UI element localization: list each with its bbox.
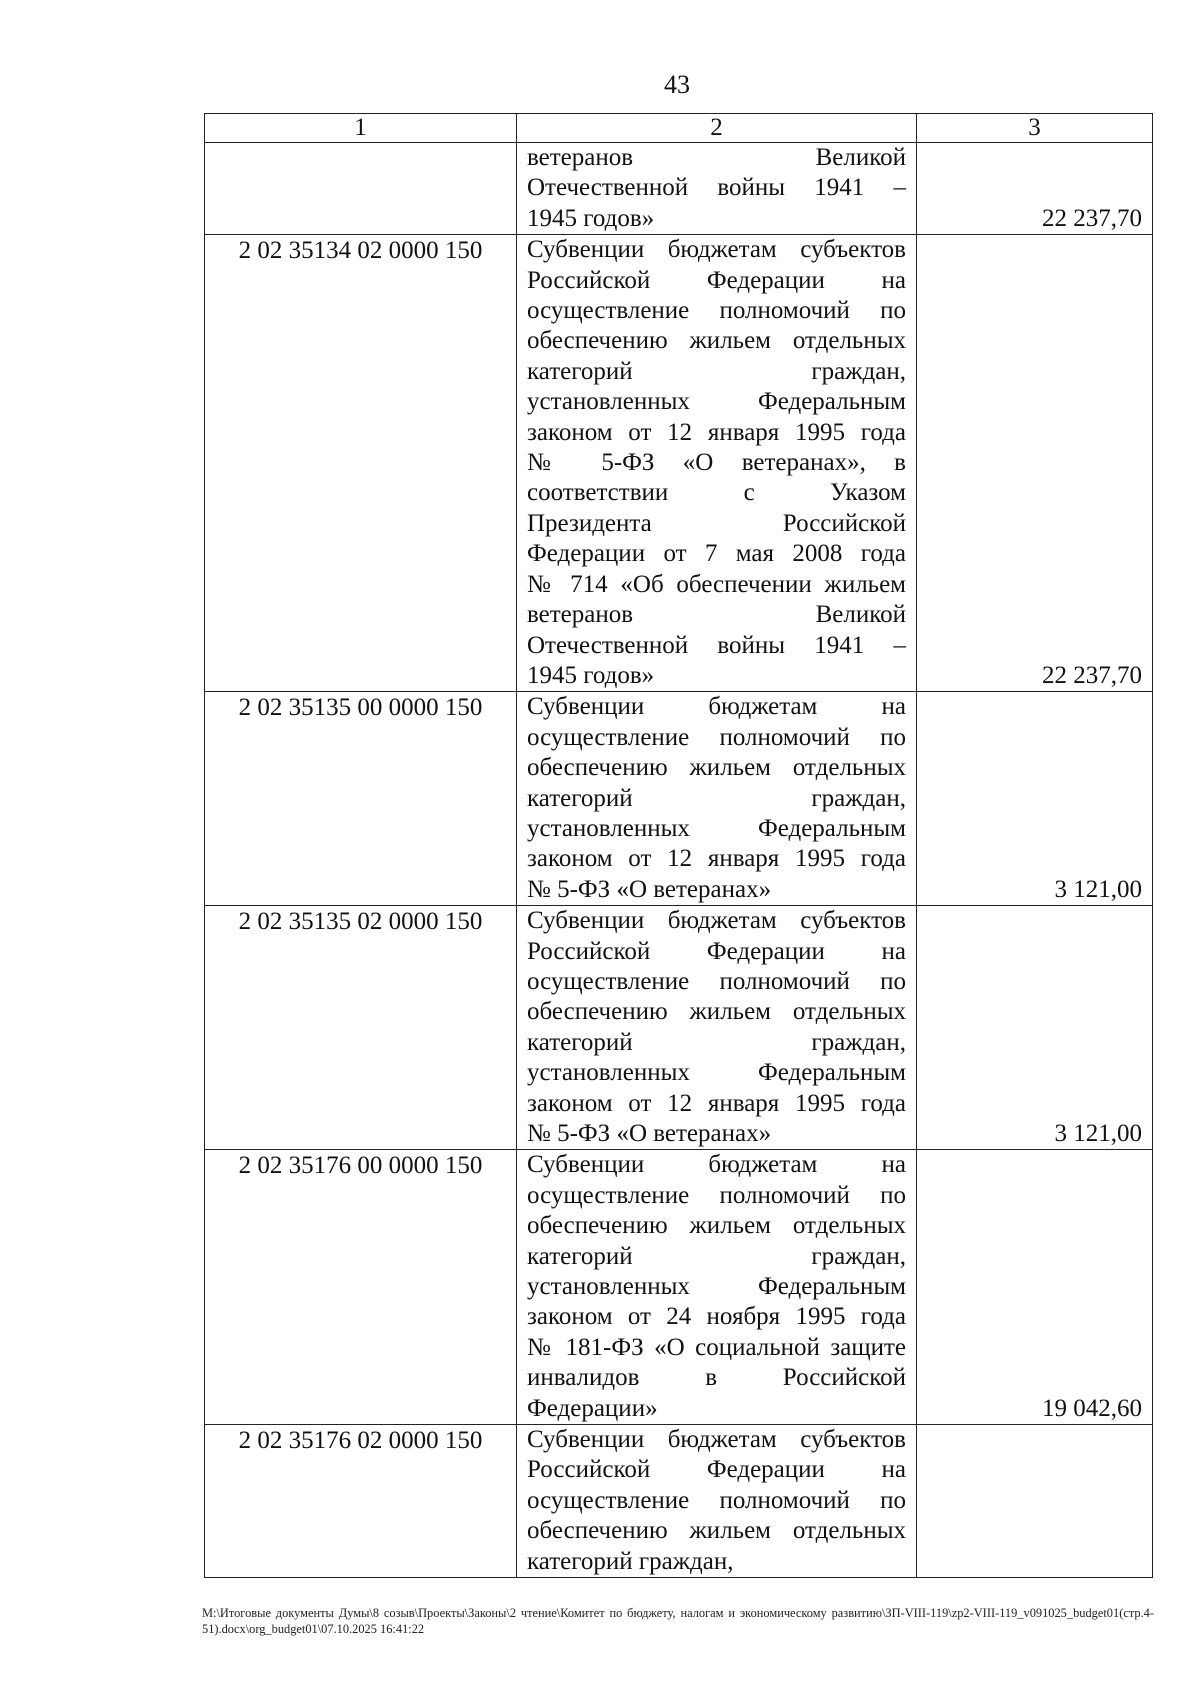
row-code-cell <box>205 143 517 235</box>
row-amount-cell <box>917 143 1153 235</box>
table-body <box>205 143 1153 1578</box>
row-code-cell <box>205 1425 517 1578</box>
row-amount-cell <box>917 235 1153 692</box>
description-line: установленных Федеральным <box>527 1273 906 1301</box>
description-line: осуществление полномочий по <box>527 1181 906 1209</box>
description-line: ветеранов Великой <box>527 601 906 629</box>
description-line: Российской Федерации на <box>527 266 906 294</box>
column-header-description: 2 <box>517 114 917 143</box>
description-line: установленных Федеральным <box>527 388 906 416</box>
footer-file-path: М:\Итоговые документы Думы\8 созыв\Проекты\Законы\2 чтение\Комитет по бюджету, налогам и экономическому развитию\ЗП-VIII-119\zp2-VIII-119_v091025_budget01(стр.4-51).docx\org_budget01\07.10.2025 16:41:22 <box>202 1606 1154 1636</box>
description-line: Субвенции бюджетам субъектов <box>527 1426 906 1454</box>
description-line: инвалидов в Российской <box>527 1364 906 1392</box>
description-line: осуществление полномочий по <box>527 967 906 995</box>
description-line: Российской Федерации на <box>527 937 906 965</box>
description-line: законом от 12 января 1995 года <box>527 418 906 446</box>
description-line: обеспечению жильем отдельных <box>527 327 906 355</box>
row-amount-cell <box>917 906 1153 1150</box>
row-description-cell <box>517 235 917 692</box>
budget-classification-code: 2 02 35134 02 0000 150 <box>238 237 483 265</box>
budget-classification-code: 2 02 35135 02 0000 150 <box>238 908 483 936</box>
description-line: № 5-ФЗ «О ветеранах» <box>527 1120 772 1147</box>
table-row <box>205 906 1153 1150</box>
row-code-cell <box>205 1150 517 1425</box>
description-line: категорий граждан, <box>527 1547 734 1575</box>
description-line: законом от 12 января 1995 года <box>527 845 906 873</box>
description-line: законом от 12 января 1995 года <box>527 1089 906 1117</box>
table-row <box>205 235 1153 692</box>
table-row <box>205 692 1153 906</box>
description-line: законом от 24 ноября 1995 года <box>527 1303 906 1331</box>
description-line: категорий граждан, <box>527 784 906 812</box>
row-description-cell <box>517 1425 917 1578</box>
amount-value: 22 237,70 <box>1042 661 1142 689</box>
description-line: Субвенции бюджетам на <box>527 1151 906 1179</box>
page-number: 43 <box>664 70 690 99</box>
description-line: Российской Федерации на <box>527 1456 906 1484</box>
description-line: обеспечению жильем отдельных <box>527 754 906 782</box>
description-line: осуществление полномочий по <box>527 723 906 751</box>
row-code-cell <box>205 906 517 1150</box>
table-row <box>205 1425 1153 1578</box>
description-line: соответствии с Указом <box>527 479 906 507</box>
description-line: № 5-ФЗ «О ветеранах», в <box>527 449 906 477</box>
description-line: обеспечению жильем отдельных <box>527 1517 906 1545</box>
description-line: установленных Федеральным <box>527 1059 906 1087</box>
row-description-cell <box>517 1150 917 1425</box>
description-line: Отечественной войны 1941 – <box>527 631 906 659</box>
table-row <box>205 143 1153 235</box>
description-line: категорий граждан, <box>527 357 906 385</box>
description-line: Субвенции бюджетам субъектов <box>527 907 906 935</box>
description-line: осуществление полномочий по <box>527 297 906 325</box>
description-line: Субвенции бюджетам на <box>527 693 906 721</box>
description-line: категорий граждан, <box>527 1028 906 1056</box>
description-line: № 714 «Об обеспечении жильем <box>527 570 906 598</box>
description-line: Отечественной войны 1941 – <box>527 174 906 202</box>
row-description-cell <box>517 906 917 1150</box>
description-line: Президента Российской <box>527 509 906 537</box>
description-line: 1945 годов» <box>527 661 655 689</box>
row-description-cell <box>517 143 917 235</box>
table-header-row <box>205 114 1153 143</box>
row-amount-cell <box>917 1425 1153 1578</box>
row-code-cell <box>205 235 517 692</box>
description-line: Субвенции бюджетам субъектов <box>527 236 906 264</box>
budget-revenue-table <box>204 113 1153 1578</box>
description-line: 1945 годов» <box>527 204 655 232</box>
amount-value: 3 121,00 <box>1054 1120 1142 1147</box>
description-line: ветеранов Великой <box>527 144 906 171</box>
description-line: обеспечению жильем отдельных <box>527 1212 906 1240</box>
budget-classification-code: 2 02 35176 02 0000 150 <box>238 1427 483 1455</box>
column-header-code: 1 <box>205 114 517 143</box>
description-line: обеспечению жильем отдельных <box>527 998 906 1026</box>
amount-value: 3 121,00 <box>1054 875 1142 903</box>
table-row <box>205 1150 1153 1425</box>
row-amount-cell <box>917 692 1153 906</box>
row-description-cell <box>517 692 917 906</box>
budget-classification-code: 2 02 35176 00 0000 150 <box>238 1152 483 1180</box>
description-line: № 5-ФЗ «О ветеранах» <box>527 875 772 903</box>
amount-value: 22 237,70 <box>1042 204 1142 232</box>
description-line: установленных Федеральным <box>527 814 906 842</box>
description-line: осуществление полномочий по <box>527 1486 906 1514</box>
description-line: Федерации от 7 мая 2008 года <box>527 540 906 568</box>
description-line: Федерации» <box>527 1394 658 1422</box>
row-code-cell <box>205 692 517 906</box>
column-header-amount: 3 <box>917 114 1153 143</box>
amount-value: 19 042,60 <box>1042 1394 1142 1422</box>
description-line: № 181-ФЗ «О социальной защите <box>527 1333 906 1361</box>
row-amount-cell <box>917 1150 1153 1425</box>
budget-classification-code: 2 02 35135 00 0000 150 <box>238 694 483 722</box>
description-line: категорий граждан, <box>527 1242 906 1270</box>
